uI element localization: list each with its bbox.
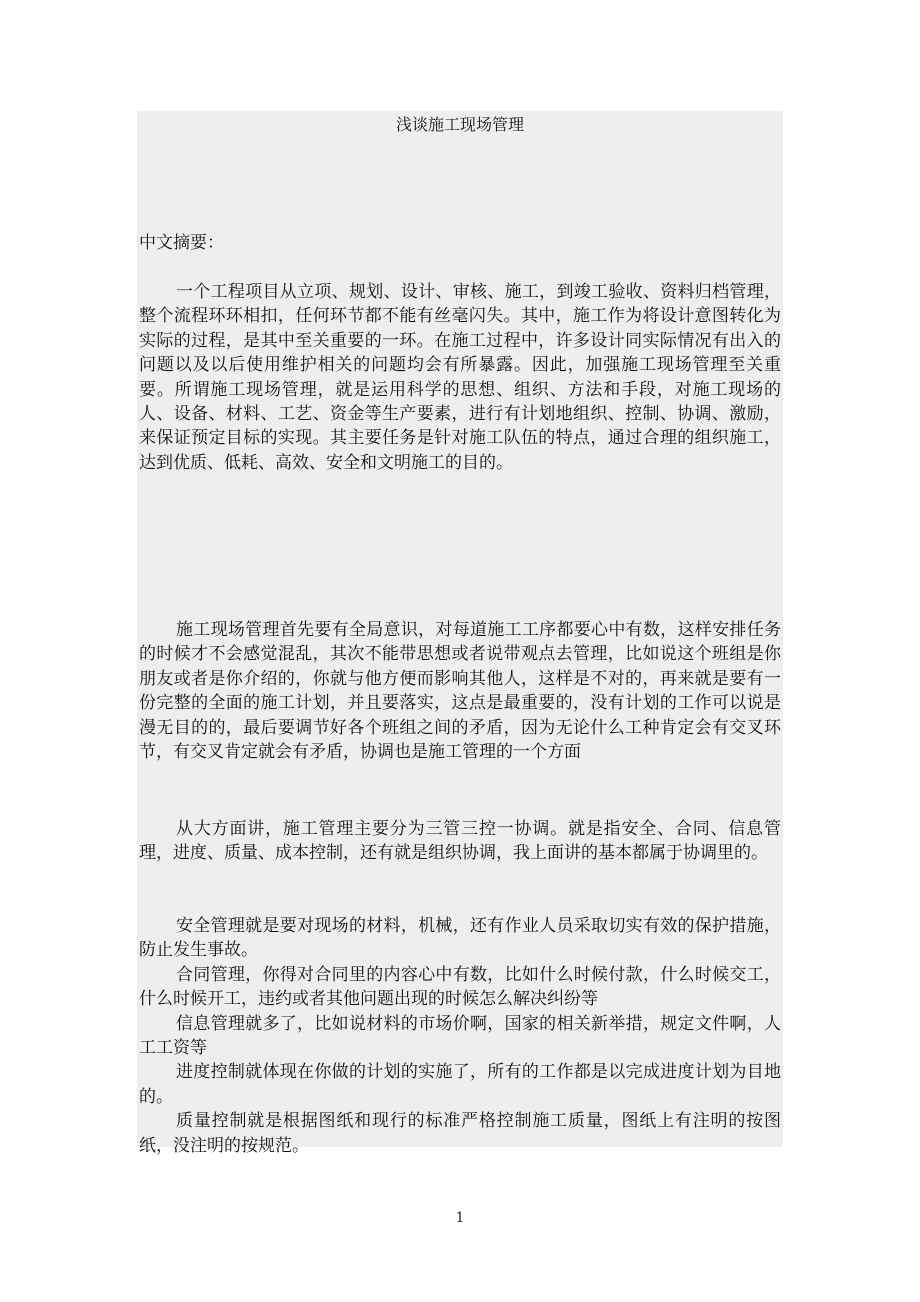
body-paragraph: 信息管理就多了，比如说材料的市场价啊，国家的相关新举措，规定文件啊，人工工资等 — [139, 1013, 781, 1059]
body-paragraph: 安全管理就是要对现场的材料，机械，还有作业人员采取切实有效的保护措施，防止发生事故。 — [139, 916, 781, 961]
body-paragraph: 施工现场管理首先要有全局意识，对每道施工工序都要心中有数，这样安排任务的时候才不会感觉混乱，其次不能带思想或者说带观点去管理，比如说这个班组是你朋友或者是你介绍的，你就与他方便而影响其他人，这样是不对的，再来就是要有一份完整的全面的施工计划，并且要落实，这点是最重要的，没有计划的工作可以说是漫无目的的，最后要调节好各个班组之间的矛盾，因为无论什么工种肯定会有交叉环节，有交叉肯定就会有矛盾，协调也是施工管理的一个方面 — [139, 620, 781, 763]
document-title: 浅谈施工现场管理 — [395, 115, 524, 134]
document-body — [137, 111, 783, 1156]
body-paragraph: 进度控制就体现在你做的计划的实施了，所有的工作都是以完成进度计划为目地的。 — [139, 1062, 781, 1107]
page-number: 1 — [455, 1210, 465, 1226]
abstract-paragraph: 一个工程项目从立项、规划、设计、审核、施工，到竣工验收、资料归档管理，整个流程环环相扣，任何环节都不能有丝毫闪失。其中，施工作为将设计意图转化为实际的过程，是其中至关重要的一环。在施工过程中，许多设计同实际情况有出入的问题以及以后使用维护相关的问题均会有所暴露。因此，加强施工现场管理至关重要。所谓施工现场管理，就是运用科学的思想、组织、方法和手段，对施工现场的人、设备、材料、工艺、资金等生产要素，进行有计划地组织、控制、协调、激励，来保证预定目标的实现。其主要任务是针对施工队伍的特点，通过合理的组织施工，达到优质、低耗、高效、安全和文明施工的目的。 — [139, 282, 781, 473]
abstract-heading: 中文摘要： — [139, 233, 224, 253]
management-list — [139, 914, 781, 1158]
body-paragraph: 质量控制就是根据图纸和现行的标准严格控制施工质量，图纸上有注明的按图纸，没注明的按规范。 — [139, 1111, 781, 1156]
body-paragraph: 从大方面讲，施工管理主要分为三管三控一协调。就是指安全、合同、信息管理，进度、质量、成本控制，还有就是组织协调，我上面讲的基本都属于协调里的。 — [139, 819, 781, 864]
body-paragraph: 合同管理，你得对合同里的内容心中有数，比如什么时候付款，什么时候交工，什么时候开工，违约或者其他问题出现的时候怎么解决纠纷等 — [139, 964, 781, 1010]
